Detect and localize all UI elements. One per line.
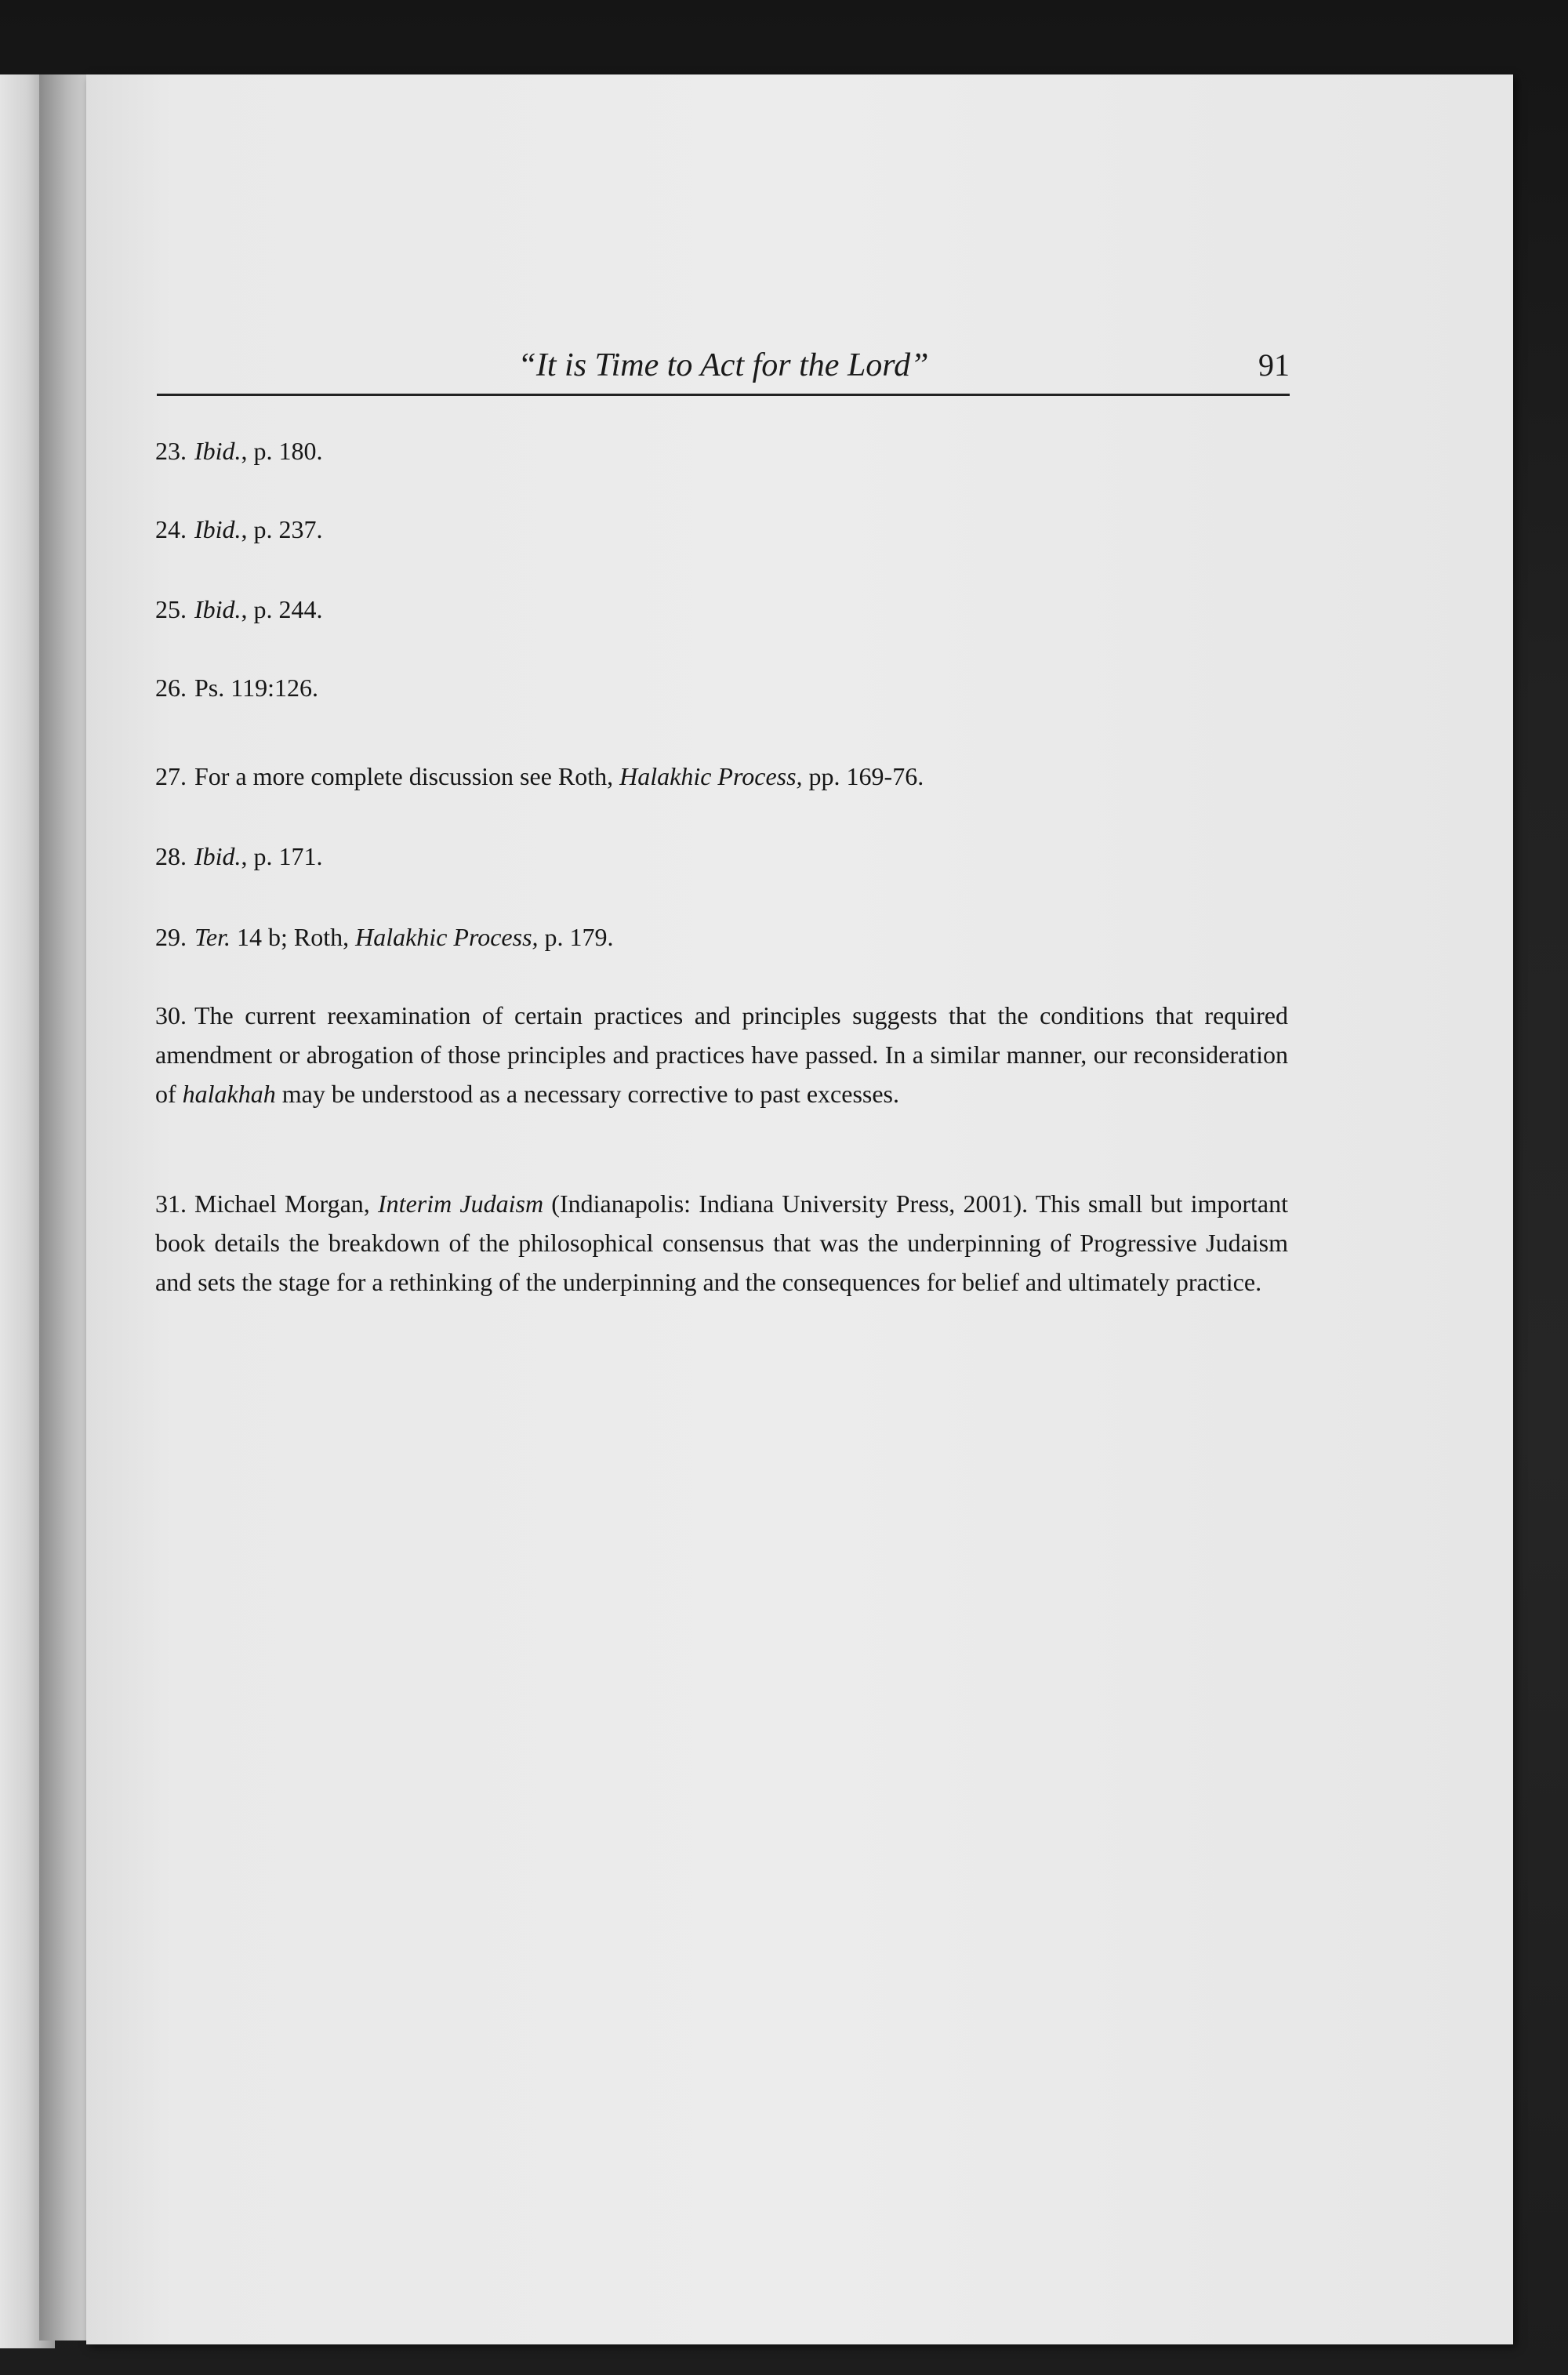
endnote-italic-text: Ibid. [194, 437, 241, 465]
page-number: 91 [1258, 347, 1290, 383]
endnote-25 [155, 590, 1288, 629]
endnote-text: , p. 180. [241, 437, 323, 465]
endnote-number: 28. [155, 842, 187, 870]
endnote-27 [155, 757, 1288, 796]
endnote-italic-text: Ibid. [194, 842, 241, 870]
endnote-italic-text: Ibid. [194, 515, 241, 543]
endnote-text: p. 179. [538, 923, 614, 951]
endnote-number: 30. [155, 1001, 187, 1030]
endnote-text: pp. 169-76. [802, 762, 924, 790]
endnote-italic-text: Halakhic Process, [355, 923, 539, 951]
endnote-number: 26. [155, 674, 187, 702]
endnote-text: , p. 237. [241, 515, 323, 543]
endnote-italic-text: halakhah [182, 1080, 276, 1108]
endnote-text: Ps. 119:126. [194, 674, 318, 702]
endnote-number: 25. [155, 595, 187, 623]
endnote-text: For a more complete discussion see Roth, [194, 762, 620, 790]
endnote-31 [155, 1184, 1288, 1302]
endnote-italic-text: Ibid. [194, 595, 241, 623]
endnote-italic-text: Ter. [194, 923, 230, 951]
endnote-text: , p. 171. [241, 842, 323, 870]
endnote-number: 27. [155, 762, 187, 790]
endnote-23 [155, 431, 1288, 470]
endnote-number: 23. [155, 437, 187, 465]
endnote-italic-text: Halakhic Process, [619, 762, 803, 790]
endnote-number: 24. [155, 515, 187, 543]
running-title: “It is Time to Act for the Lord” [517, 347, 929, 383]
endnote-italic-text: Interim Judaism [378, 1189, 544, 1218]
endnote-text: The current reexamination of certain practices and principles suggests that the conditions that required amendment or abrogation of those principles and practices have passed. In a similar manner, our reconsideration of [155, 1001, 1288, 1108]
endnote-number: 29. [155, 923, 187, 951]
endnote-29 [155, 917, 1288, 957]
endnote-text: , p. 244. [241, 595, 323, 623]
running-header [157, 345, 1290, 396]
show-through-text [243, 514, 1364, 2121]
endnote-text: 14 b; Roth, [230, 923, 356, 951]
endnote-number: 31. [155, 1189, 187, 1218]
endnote-28 [155, 837, 1288, 876]
endnote-text: may be understood as a necessary corrective to past excesses. [275, 1080, 899, 1108]
endnote-26 [155, 668, 1288, 707]
endnote-text: (Indianapolis: Indiana University Press, 2001). This small but important book details the breakdown of the philosophical consensus that was the underpinning of Progressive Judaism and sets the stage for a rethinking of the underpinning and the consequences for belief and ultimately practice. [155, 1189, 1289, 1296]
endnote-text: Michael Morgan, [194, 1189, 379, 1218]
endnote-30 [155, 996, 1288, 1113]
endnote-24 [155, 510, 1288, 549]
